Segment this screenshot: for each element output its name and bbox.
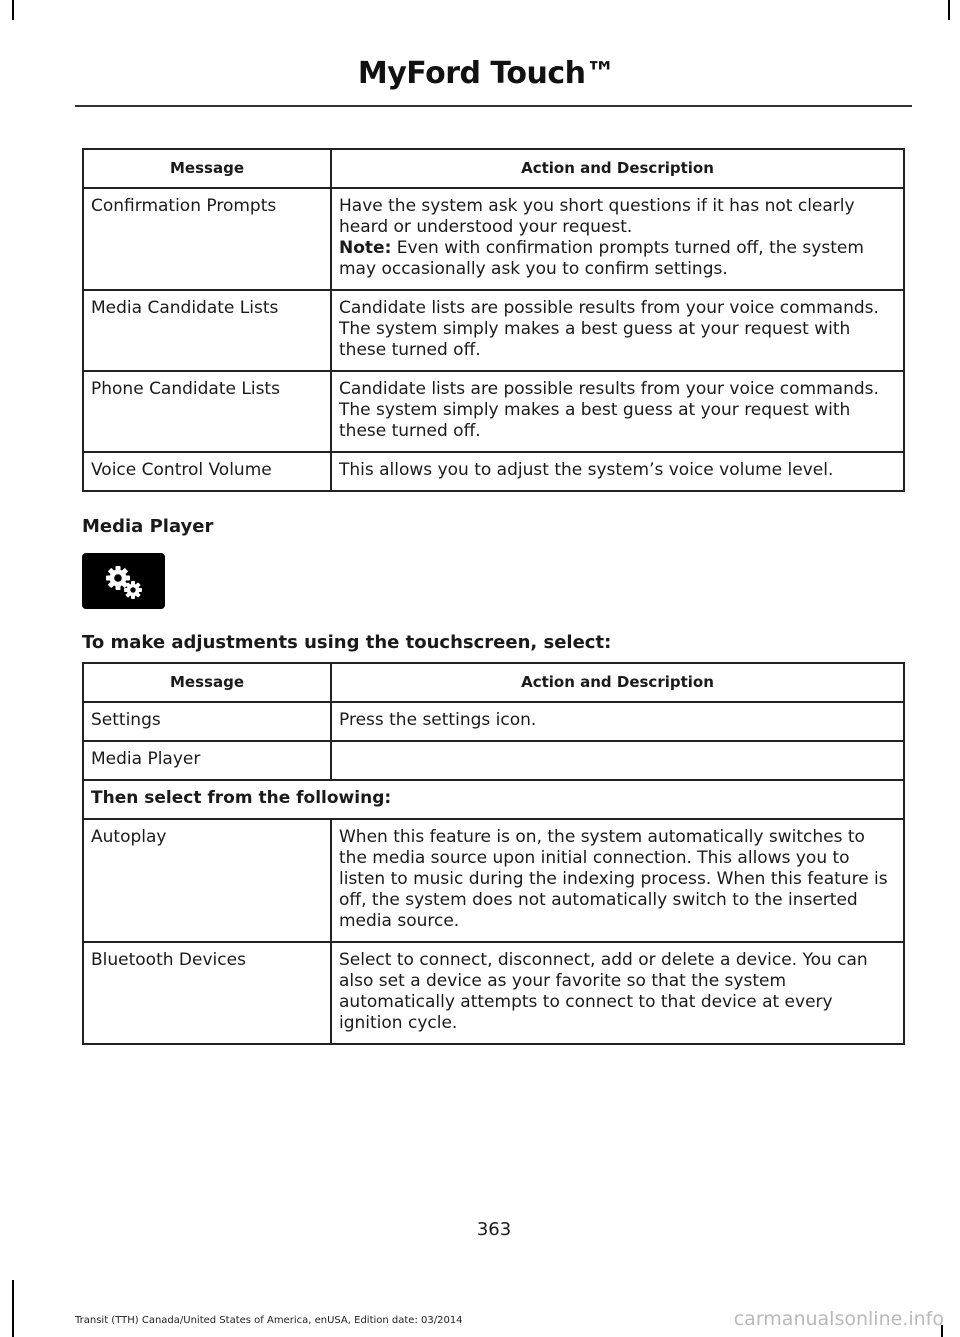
media-player-table: [82, 662, 905, 1045]
section-title: Media Player: [82, 516, 214, 537]
message-cell: Bluetooth Devices: [83, 942, 331, 1044]
column-header-action: Action and Description: [331, 149, 904, 188]
column-header-action: Action and Description: [331, 663, 904, 702]
crop-mark-top-left: [12, 0, 14, 20]
table-header-row: [83, 149, 904, 188]
crop-mark-bottom-left: [12, 1280, 14, 1337]
message-cell: Confirmation Prompts: [83, 188, 331, 290]
message-cell: Autoplay: [83, 819, 331, 942]
watermark: carmanualsonline.info: [733, 1308, 944, 1330]
page-number: 363: [476, 1219, 512, 1240]
action-cell: Select to connect, disconnect, add or delete a device. You can also set a device as your favorite so that the system automatically attempts to connect to that device at every ignition cycle.: [331, 942, 904, 1044]
column-header-message: Message: [83, 149, 331, 188]
table-row: [83, 942, 904, 1044]
settings-gears-icon: [82, 553, 165, 609]
action-text: Have the system ask you short questions if it has not clearly heard or understood your request.: [339, 196, 855, 237]
action-cell: When this feature is on, the system automatically switches to the media source upon initial connection. This allows you to listen to music during the indexing process. When this feature is off, the system does not automatically switch to the inserted media source.: [331, 819, 904, 942]
action-cell: Candidate lists are possible results from your voice commands. The system simply makes a best guess at your request with these turned off.: [331, 290, 904, 371]
message-cell: Media Candidate Lists: [83, 290, 331, 371]
table-row: [83, 780, 904, 819]
note-label: Note:: [339, 238, 392, 258]
table-header-row: [83, 663, 904, 702]
voice-settings-table: [82, 148, 905, 492]
column-header-message: Message: [83, 663, 331, 702]
note-text: Even with confirmation prompts turned off, the system may occasionally ask you to confirm settings.: [339, 238, 864, 279]
table-row: [83, 290, 904, 371]
table-row: [83, 741, 904, 780]
table-row: [83, 188, 904, 290]
message-cell: Phone Candidate Lists: [83, 371, 331, 452]
footer-text: Transit (TTH) Canada/United States of America, enUSA, Edition date: 03/2014: [75, 1315, 463, 1326]
message-cell: Settings: [83, 702, 331, 741]
action-cell: This allows you to adjust the system’s voice volume level.: [331, 452, 904, 491]
instruction-text: To make adjustments using the touchscreen, select:: [82, 632, 612, 653]
action-cell: Press the settings icon.: [331, 702, 904, 741]
message-cell: Voice Control Volume: [83, 452, 331, 491]
table-row: [83, 702, 904, 741]
crop-mark-top-right: [948, 0, 950, 20]
table-row: [83, 819, 904, 942]
header-rule: [75, 105, 912, 107]
message-cell: Media Player: [83, 741, 331, 780]
table-row: [83, 452, 904, 491]
table-row: [83, 371, 904, 452]
action-cell: [331, 188, 904, 290]
action-cell: [331, 741, 904, 780]
then-select-row: Then select from the following:: [83, 780, 904, 819]
page-title: MyFord Touch™: [357, 56, 615, 91]
action-cell: Candidate lists are possible results from your voice commands. The system simply makes a best guess at your request with these turned off.: [331, 371, 904, 452]
